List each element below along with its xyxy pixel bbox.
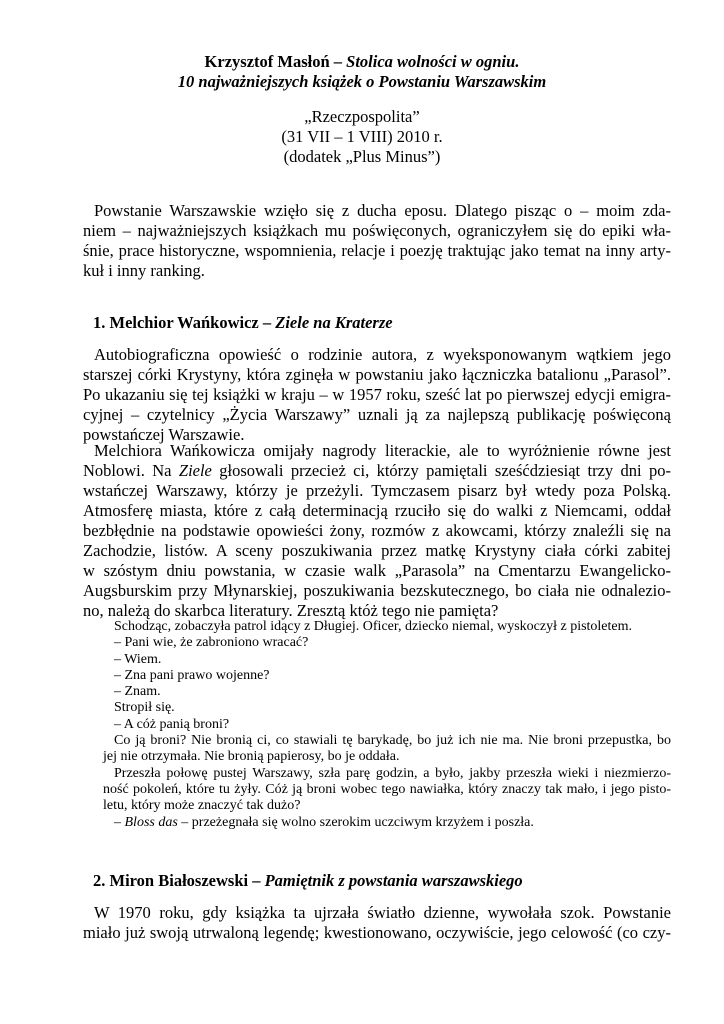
text-line: Augsburskim przy Młynarskiej, poszukiwania bezskutecznego, bo ciała nie odnalezio-	[83, 581, 671, 600]
article-heading-line1	[0, 52, 724, 72]
text-line: kuł i inny ranking.	[83, 261, 205, 280]
quote-line: Stropił się.	[114, 700, 175, 716]
quotation-block	[103, 619, 671, 831]
section-1-title: Ziele na Kraterze	[275, 313, 393, 332]
section-2-title: Pamiętnik z powstania warszawskiego	[264, 871, 523, 890]
text-line: W 1970 roku, gdy książka ta ujrzała światło dzienne, wywołała szok. Powstanie	[94, 903, 671, 922]
text-line: no, należą do skarbca literatury. Zresztą któż tego nie pamięta?	[83, 601, 499, 620]
quote-line: – Bloss das – przeżegnała się wolno szerokim uczciwym krzyżem i poszła.	[114, 814, 534, 830]
quote-line: – A cóż panią broni?	[114, 716, 230, 732]
quote-line: – Pani wie, że zabroniono wracać?	[114, 635, 309, 651]
text-line: cyjnej – czytelnicy „Życia Warszawy” uznali ją za najlepszą publikację poświęconą	[83, 405, 671, 424]
section-1-paragraph-2	[83, 441, 671, 621]
section-1-heading	[93, 313, 393, 333]
publication-supplement: (dodatek „Plus Minus”)	[283, 147, 441, 166]
quote-line: Schodząc, zobaczyła patrol idący z Długiej. Oficer, dziecko niemal, wyskoczył z pistoletem.	[114, 619, 633, 634]
quote-line: Co ją broni? Nie bronią ci, co stawiali tę barykadę, bo już ich nie ma. Nie broni przepustka, bo	[114, 733, 671, 749]
text-line: Melchiora Wańkowicza omijały nagrody literackie, ale to wyróżnienie równe jest	[94, 441, 671, 460]
text-line: miało już swoją utrwaloną legendę; kwestionowano, oczywiście, jego celowość (co czy-	[83, 923, 671, 942]
quote-line: – Zna pani prawo wojenne?	[114, 667, 270, 683]
quote-line: – Wiem.	[114, 651, 162, 667]
author-name: Krzysztof Masłoń –	[204, 52, 347, 71]
text-line: Zachodzie, listów. A sceny poszukiwania przez matkę Krystyny ciała córki zabitej	[83, 541, 671, 560]
quote-line: jej nie otrzymała. Nie bronią papierosy, bo je oddała.	[103, 749, 400, 765]
text-line: bezbłędnie na podstawie opowieści żony, rozmów z akowcami, którzy znaleźli się na	[83, 521, 671, 540]
text-line: wstańczej Warszawy, którzy je przeżyli. Tymczasem pisarz był wtedy poza Polską.	[83, 481, 671, 500]
text-line: niem – najważniejszych książkach mu poświęconych, ograniczyłem się do epiki wła-	[83, 221, 671, 240]
section-2-paragraph-1	[83, 903, 671, 943]
text-line: starszej córki Krystyny, która zginęła w powstaniu jako łączniczka batalionu „Parasol”.	[83, 365, 671, 384]
section-1-author: 1. Melchior Wańkowicz –	[93, 313, 276, 332]
text-line: powstańczej Warszawie.	[83, 425, 245, 444]
quote-line: Przeszła połowę pustej Warszawy, szła parę godzin, a było, jakby przeszła wieki i niezmierzo-	[114, 765, 671, 781]
quote-line: ność pokoleń, które tu żyły. Cóż ją broni wobec tego nawiałka, który znaczy tak mało, i jego pisto-	[103, 781, 671, 797]
text-line: w szóstym dniu powstania, w czasie walk „Parasola” na Cmentarzu Ewangelicko-	[83, 561, 671, 580]
article-title: Stolica wolności w ogniu.	[346, 52, 520, 71]
book-title-inline: Ziele	[178, 461, 212, 480]
article-subtitle: 10 najważniejszych książek o Powstaniu Warszawskim	[177, 72, 547, 91]
text-line: Powstanie Warszawskie wzięło się z ducha eposu. Dlatego pisząc o – moim zda-	[94, 201, 671, 220]
text-line: Noblowi. Na Ziele głosowali przecież ci, którzy pamiętali sześćdziesiąt trzy dni po-	[83, 461, 671, 480]
text-line: Po ukazaniu się tej książki w kraju – w 1957 roku, sześć lat po pierwszej edycji emigra-	[83, 385, 671, 404]
publication-name: „Rzeczpospolita”	[304, 107, 420, 126]
section-2-heading	[93, 871, 523, 891]
quote-line: letu, który może znaczyć tak dużo?	[103, 798, 301, 814]
quote-line: – Znam.	[114, 684, 161, 700]
intro-paragraph	[83, 201, 671, 281]
text-line: Autobiograficzna opowieść o rodzinie autora, z wyeksponowanym wątkiem jego	[94, 345, 671, 364]
text-line: Atmosferę miasta, które z całą determinacją rzuciło się do walki z Niemcami, oddał	[83, 501, 671, 520]
publication-date: (31 VII – 1 VIII) 2010 r.	[281, 127, 443, 146]
section-1-paragraph-1	[83, 345, 671, 445]
text-line: śnie, prace historyczne, wspomnienia, relacje i poezję traktując jako temat na inny arty-	[83, 241, 671, 260]
quote-italic-phrase: Bloss das	[124, 814, 178, 830]
section-2-author: 2. Miron Białoszewski –	[93, 871, 265, 890]
